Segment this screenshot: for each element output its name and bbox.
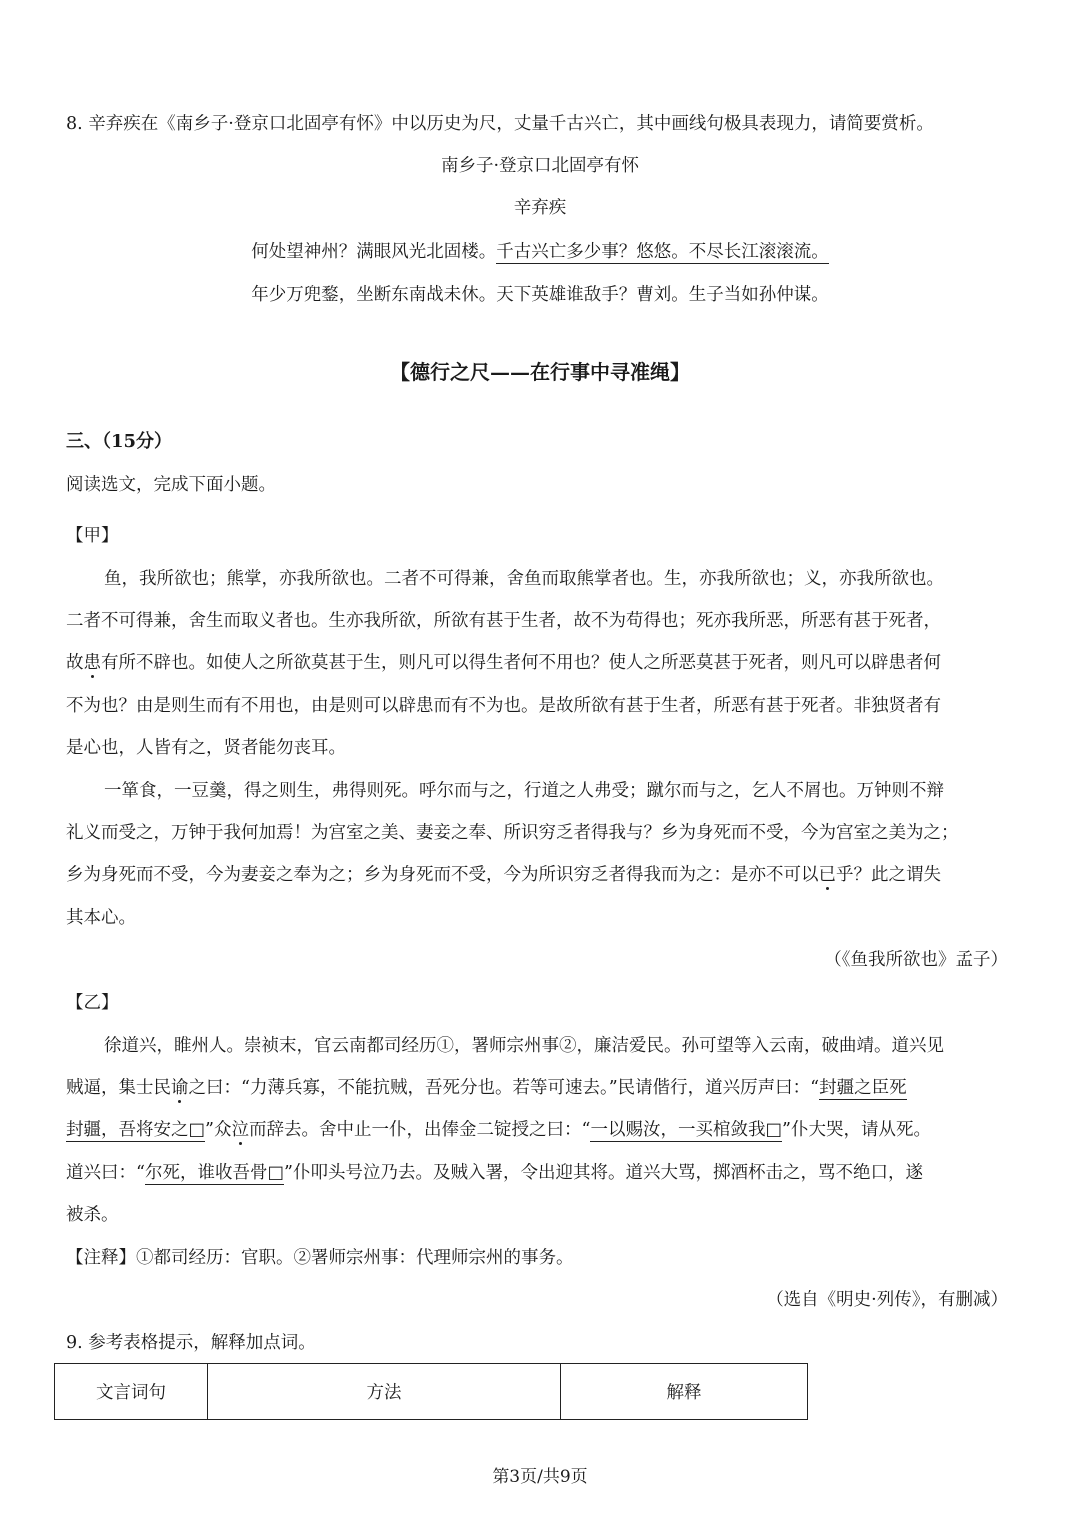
jia-p1-line-1: 鱼，我所欲也；熊掌，亦我所欲也。二者不可得兼，舍鱼而取熊掌者也。生，亦我所欲也；义，亦我所欲也。 (104, 569, 944, 589)
poem-author: 辛弃疾 (513, 198, 567, 218)
yi-line-5: 被杀。 (66, 1205, 119, 1225)
dotted-word-yu: 谕 (171, 1078, 189, 1098)
jia-p1-line-2: 二者不可得兼，舍生而取义者也。生亦我所欲，所欲有甚于生者，故不为苟得也；死亦我所恶，所恶有甚于死者， (66, 611, 941, 631)
jia-p1-line-3: 故患有所不辟也。如使人之所欲莫甚于生，则凡可以得生者何不用也？使人之所恶莫甚于死者，则凡可以辟患者何 (66, 653, 941, 673)
yi-note: 【注释】①都司经历：官职。②署师宗州事：代理师宗州的事务。 (66, 1248, 574, 1268)
dotted-word-huan: 患 (83, 653, 101, 673)
q8-number: 8. (66, 114, 83, 134)
jia-p2-line-1: 一箪食，一豆羹，得之则生，弗得则死。呼尔而与之，行道之人弗受；蹴尔而与之，乞人不屑也。万钟则不辩 (104, 781, 944, 801)
page-footer: 第3页/共9页 (492, 1467, 588, 1487)
yi-source: （选自《明史·列传》，有删减） (766, 1290, 1008, 1310)
yi-line-1: 徐道兴，睢州人。崇祯末，官云南都司经历①，署师宗州事②，廉洁爱民。孙可望等入云南，破曲靖。道兴见 (104, 1036, 944, 1056)
section-heading: 【德行之尺——在行事中寻准绳】 (390, 360, 690, 384)
yi-line-2: 贼逼，集士民谕之曰：“力薄兵寡，不能抗贼，吾死分也。若等可速去。”民请偕行，道兴厉声曰：“封疆之臣死 (66, 1078, 907, 1098)
q9-text: 9. 参考表格提示，解释加点词。 (66, 1333, 316, 1353)
underlined-sentence-1b: 封疆，吾将安之□ (66, 1120, 206, 1140)
part3-title: 三、（15分） (66, 431, 173, 452)
jia-p2-line-4: 其本心。 (66, 908, 136, 928)
dotted-word-yi: 已 (818, 865, 836, 885)
jia-source: （《鱼我所欲也》孟子） (824, 950, 1008, 970)
jia-p1-line-4: 不为也？由是则生而有不用也，由是则可以辟患而有不为也。是故所欲有甚于生者，所恶有甚于死者。非独贤者有 (66, 696, 941, 716)
yi-label: 【乙】 (66, 993, 119, 1013)
jia-p2-line-3: 乡为身死而不受，今为妻妾之奉为之；乡为身死而不受，今为所识穷乏者得我而为之：是亦不可以已乎？此之谓失 (66, 865, 941, 885)
table-header-explanation: 解释 (561, 1364, 808, 1420)
jia-label: 【甲】 (66, 526, 119, 546)
table-header-method: 方法 (208, 1364, 561, 1420)
poem-line-1-underlined: 千古兴亡多少事？悠悠。不尽长江滚滚流。 (496, 242, 829, 262)
q9-table (54, 1363, 808, 1420)
poem-line-1-plain: 何处望神州？满眼风光北固楼。 (251, 242, 497, 262)
q8-text (66, 112, 934, 136)
poem-line-1 (0, 240, 1080, 264)
poem-title: 南乡子·登京口北固亭有怀 (440, 156, 640, 176)
part3-instruction: 阅读选文，完成下面小题。 (66, 475, 276, 495)
underlined-sentence-3: 尔死，谁收吾骨□ (144, 1163, 284, 1183)
yi-line-4: 道兴曰：“尔死，谁收吾骨□”仆叩头号泣乃去。及贼入署，令出迎其将。道兴大骂，掷酒杯击之，骂不绝口，遂 (66, 1163, 923, 1183)
dotted-word-qi: 泣 (231, 1120, 249, 1140)
underlined-sentence-2: 一以赐汝，一买棺敛我□ (590, 1120, 782, 1140)
yi-line-3: 封疆，吾将安之□”众泣而辞去。舍中止一仆，出俸金二锭授之曰：“一以赐汝，一买棺敛我□”仆大哭，请从死。 (66, 1120, 931, 1140)
jia-p2-line-2: 礼义而受之，万钟于我何加焉！为宫室之美、妻妾之奉、所识穷乏者得我与？乡为身死而不受，今为宫室之美为之； (66, 823, 959, 843)
underlined-sentence-1a: 封疆之臣死 (819, 1078, 907, 1098)
poem-line-2: 年少万兜鍪，坐断东南战未休。天下英雄谁敌手？曹刘。生子当如孙仲谋。 (251, 285, 829, 305)
q8-prompt: 辛弃疾在《南乡子·登京口北固亭有怀》中以历史为尺，丈量千古兴亡，其中画线句极具表现力，请简要赏析。 (88, 114, 934, 134)
table-row (55, 1364, 808, 1420)
jia-p1-line-5: 是心也，人皆有之，贤者能勿丧耳。 (66, 738, 346, 758)
table-header-words: 文言词句 (55, 1364, 208, 1420)
